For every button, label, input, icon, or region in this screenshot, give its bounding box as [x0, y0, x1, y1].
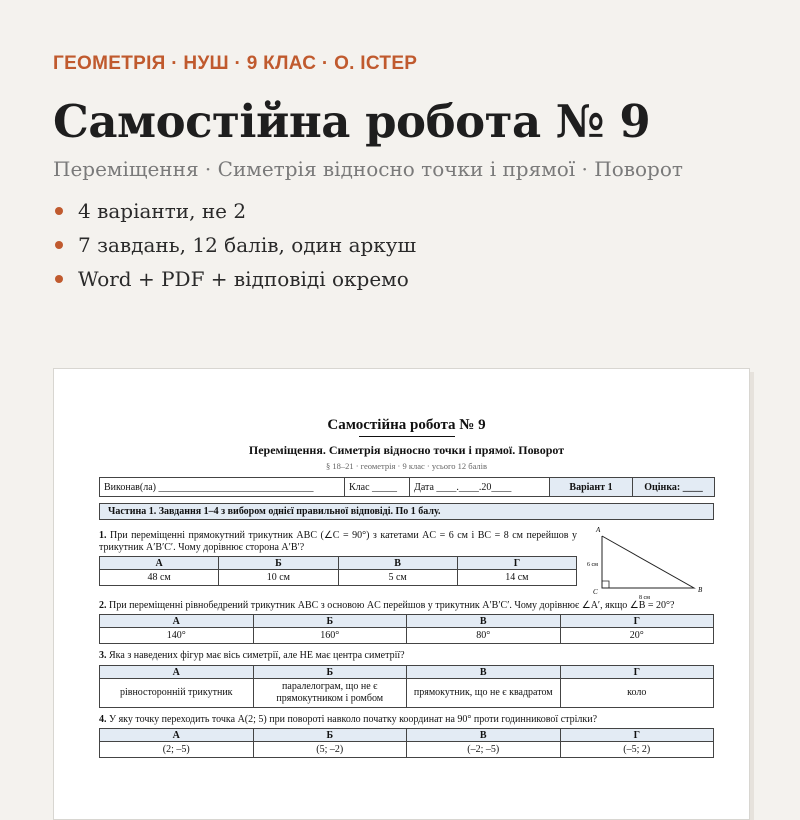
feature-list: [53, 194, 773, 296]
date-field[interactable]: Дата ____.____.20____: [410, 478, 550, 497]
answer-option[interactable]: (–5; 2): [560, 742, 714, 758]
doc-title: Самостійна робота № 9: [99, 416, 714, 437]
answer-option[interactable]: 10 см: [219, 570, 338, 586]
page-title: Самостійна робота № 9: [53, 95, 651, 148]
leg-ac-label: 6 см: [587, 562, 598, 568]
part-1-header: Частина 1. Завдання 1–4 з вибором однієї правильної відповіді. По 1 балу.: [99, 503, 714, 520]
answer-option[interactable]: (5; –2): [253, 742, 407, 758]
hero: [53, 52, 773, 296]
vertex-label-a: A: [596, 526, 601, 534]
feature-item: 7 завдань, 12 балів, один аркуш: [53, 228, 773, 262]
student-name-field[interactable]: Виконав(ла) _______________________________: [100, 478, 345, 497]
vertex-label-b: B: [698, 586, 703, 594]
right-angle-mark: [602, 581, 609, 588]
student-info-table: [99, 477, 715, 497]
bullet-dot-icon: [55, 275, 63, 283]
answer-option[interactable]: рівносторонній трикутник: [100, 679, 254, 708]
triangle-shape: [602, 536, 694, 588]
feature-item: Word + PDF + відповіді окремо: [53, 262, 773, 296]
answer-option[interactable]: 5 см: [338, 570, 457, 586]
class-field[interactable]: Клас _____: [345, 478, 410, 497]
feature-item: 4 варіанти, не 2: [53, 194, 773, 228]
answer-table: А Б В Г рівносторонній трикутник паралелограм, що не є прямокутником і ромбом прямокутник, що не є квадратом коло: [99, 665, 714, 708]
doc-subtitle: Переміщення. Симетрія відносно точки і прямої. Поворот: [248, 443, 565, 457]
triangle-figure: [586, 524, 716, 604]
variant-label: Варіант 1: [550, 478, 633, 497]
answer-option[interactable]: прямокутник, що не є квадратом: [407, 679, 561, 708]
bullet-dot-icon: [55, 207, 63, 215]
page-subtitle: Переміщення · Симетрія відносно точки і прямої · Поворот: [53, 157, 683, 181]
answer-option[interactable]: коло: [560, 679, 714, 708]
doc-meta: § 18–21 · геометрія · 9 клас · усього 12 балів: [325, 461, 488, 471]
question-3: 3. Яка з наведених фігур має вісь симетрії, але НЕ має центра симетрії? А Б В Г рівносторонній трикутник паралелограм, що не є прямокутником і ромбом прямокутник, що не є квадратом коло: [99, 650, 714, 708]
kicker: ГЕОМЕТРІЯ · НУШ · 9 КЛАС · О. ІСТЕР: [53, 53, 418, 74]
answer-option[interactable]: 140°: [100, 628, 254, 644]
bullet-dot-icon: [55, 241, 63, 249]
leg-bc-label: 8 см: [639, 595, 650, 601]
answer-option[interactable]: 80°: [407, 628, 561, 644]
question-2: 2. При переміщенні рівнобедрений трикутник ABC з основою AC перейшов у трикутник A′B′C′. Чому дорівнює ∠A′, якщо ∠B = 20°? А Б В Г 140° 160° 80° 20°: [99, 600, 714, 644]
title-underline: [359, 436, 455, 437]
question-1: 1. При переміщенні прямокутний трикутник ABC (∠C = 90°) з катетами AC = 6 см і BC = 8 см перейшов у трикутник A′B′C′. Чому дорівнює сторона A′B′? А Б В Г 48 см 10 см 5 см 14 см A B C 6 см 8 см: [99, 530, 714, 586]
answer-option[interactable]: паралелограм, що не є прямокутником і ромбом: [253, 679, 407, 708]
answer-option[interactable]: 14 см: [457, 570, 576, 586]
answer-option[interactable]: (2; –5): [100, 742, 254, 758]
worksheet-document: [99, 369, 714, 758]
answer-option[interactable]: 160°: [253, 628, 407, 644]
answer-option[interactable]: (–2; –5): [407, 742, 561, 758]
worksheet-preview: [53, 368, 750, 820]
answer-option[interactable]: 20°: [560, 628, 714, 644]
grade-field[interactable]: Оцінка: ____: [633, 478, 715, 497]
vertex-label-c: C: [593, 588, 598, 596]
answer-table: А Б В Г (2; –5) (5; –2) (–2; –5) (–5; 2): [99, 728, 714, 758]
answer-table: А Б В Г 140° 160° 80° 20°: [99, 614, 714, 644]
question-4: 4. У яку точку переходить точка A(2; 5) при повороті навколо початку координат на 90° проти годинникової стрілки? А Б В Г (2; –5) (5; –2) (–2; –5) (–5; 2): [99, 714, 714, 758]
answer-option[interactable]: 48 см: [100, 570, 219, 586]
answer-table: А Б В Г 48 см 10 см 5 см 14 см: [99, 556, 577, 586]
